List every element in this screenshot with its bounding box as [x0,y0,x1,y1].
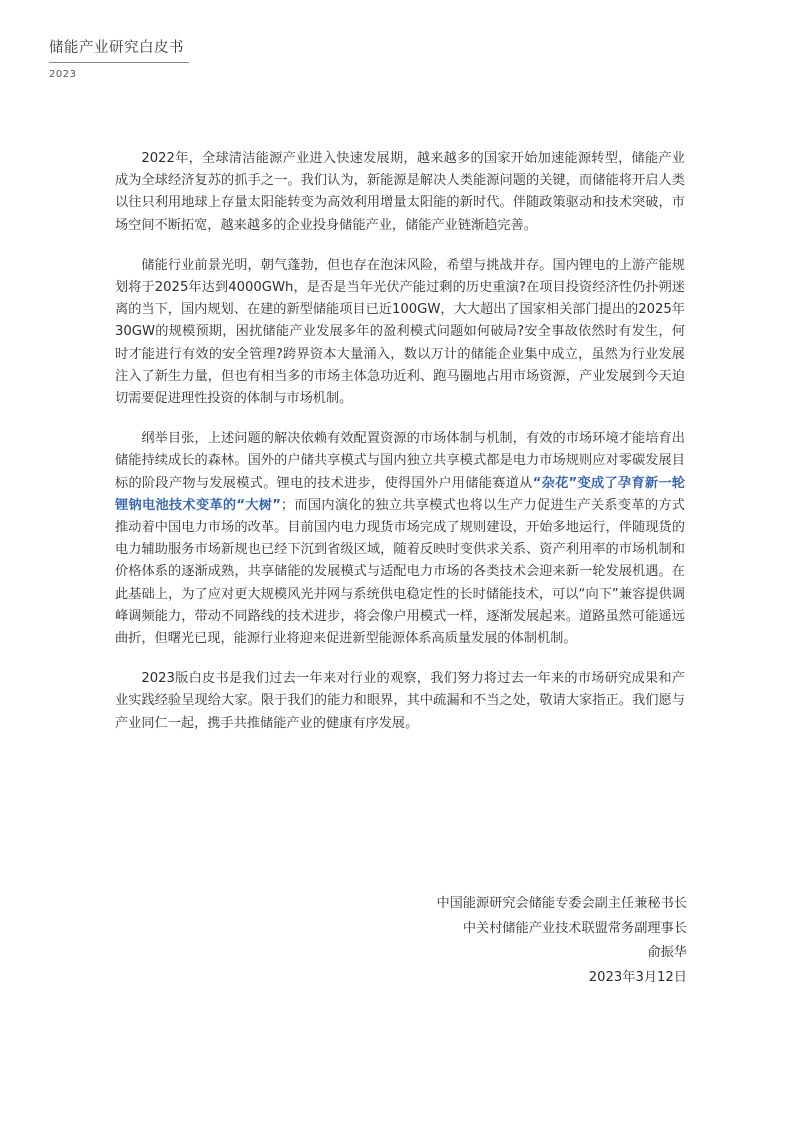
signature-title-2: 中关村储能产业技术联盟常务副理事长 [462,920,687,936]
paragraph-3 [115,428,685,650]
signature-title-1: 中国能源研究会储能专委会副主任兼秘书长 [436,896,687,911]
document-title: 储能产业研究白皮书 [49,40,184,56]
paragraph-3-part-2: ；而国内演化的独立共享模式也将以生产力促进生产关系变革的方式推动着中国电力市场的改革。目前国内电力现货市场完成了规则建设，开始多地运行，伴随现货的电力辅助服务市场新规也已经下沉到省级区域，随着反映时变供求关系、资产利用率的市场机制和价格体系的逐渐成熟，共享储能的发展模式与适配电力市场的各类技术会迎来新一轮发展机遇。在此基础上，为了应对更大规模风光并网与系统供电稳定性的长时储能技术，可以“向下”兼容提供调峰调频能力，带动不同路线的技术进步，将会像户用模式一样，逐渐发展起来。道路虽然可能遥远曲折，但曙光已现，能源行业将迎来促进新型能源体系高质量发展的体制机制。 [115,497,685,647]
paragraph-1: 2022年，全球清洁能源产业进入快速发展期，越来越多的国家开始加速能源转型，储能产业成为全球经济复苏的抓手之一。我们认为，新能源是解决人类能源问题的关键，而储能将开启人类以往只利用地球上存量太阳能转变为高效利用增量太阳能的新时代。伴随政策驱动和技术突破，市场空间不断拓宽，越来越多的企业投身储能产业，储能产业链渐趋完善。 [115,151,685,233]
paragraph-4: 2023版白皮书是我们过去一年来对行业的观察，我们努力将过去一年来的市场研究成果和产业实践经验呈现给大家。限于我们的能力和眼界，其中疏漏和不当之处，敬请大家指正。我们愿与产业同仁一起，携手共推储能产业的健康有序发展。 [115,671,685,731]
document-header [49,38,189,80]
foreword-body [115,148,685,753]
signature-date: 2023年3月12日 [588,969,687,985]
signature-name: 俞振华 [647,945,687,960]
signature-block [436,892,687,990]
document-year: 2023 [49,69,77,80]
paragraph-3-part-1: 纲举目张，上述问题的解决依赖有效配置资源的市场体制与机制，有效的市场环境才能培育出储能持续成长的森林。国外的户储共享模式与国内独立共享模式都是电力市场规则应对零碳发展目标的阶段产物与发展模式。锂电的技术进步，使得国外户用储能赛道从 [115,431,685,491]
header-divider [49,62,189,63]
paragraph-2: 储能行业前景光明，朝气蓬勃，但也存在泡沫风险，希望与挑战并存。国内锂电的上游产能规划将于2025年达到4000GWh，是否是当年光伏产能过剩的历史重演?在项目投资经济性仍扑朔迷离的当下，国内规划、在建的新型储能项目已近100GW，大大超出了国家相关部门提出的2025年30GW的规模预期，困扰储能产业发展多年的盈利模式问题如何破局?安全事故依然时有发生，何时才能进行有效的安全管理?跨界资本大量涌入，数以万计的储能企业集中成立，虽然为行业发展注入了新生力量，但也有相当多的市场主体急功近利、跑马圈地占用市场资源，产业发展到今天迫切需要促进理性投资的体制与市场机制。 [115,257,685,407]
highlighted-phrase: “杂花”变成了孕育新一轮锂钠电池技术变革的“大树” [115,475,685,513]
